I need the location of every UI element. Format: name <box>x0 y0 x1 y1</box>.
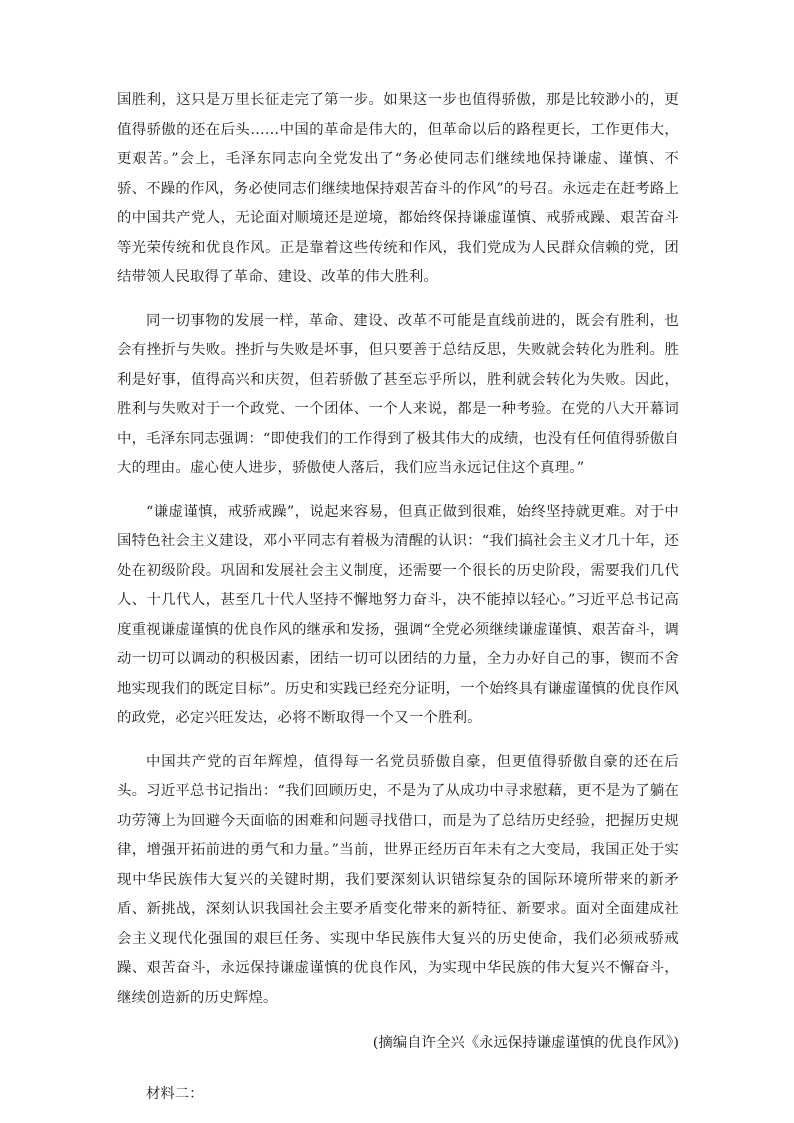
paragraph-1: 国胜利，这只是万里长征走完了第一步。如果这一步也值得骄傲，那是比较渺小的，更值得骄傲的还在后头……中国的革命是伟大的，但革命以后的路程更长，工作更伟大，更艰苦。”会上，毛泽东同志向全党发出了“务必使同志们继续地保持谦虚、谨慎、不骄、不躁的作风，务必使同志们继续地保持艰苦奋斗的作风”的号召。永远走在赶考路上的中国共产党人，无论面对顺境还是逆境，都始终保持谦虚谨慎、戒骄戒躁、艰苦奋斗等光荣传统和优良作风。正是靠着这些传统和作风，我们党成为人民群众信赖的党，团结带领人民取得了革命、建设、改革的伟大胜利。 <box>117 92 680 285</box>
paragraph-4: 中国共产党的百年辉煌，值得每一名党员骄傲自豪，但更值得骄傲自豪的还在后头。习近平总书记指出：“我们回顾历史，不是为了从成功中寻求慰藉，更不是为了躺在功劳簿上为回避今天面临的困难和问题寻找借口，而是为了总结历史经验，把握历史规律，增强开拓前进的勇气和力量。”当前，世界正经历百年未有之大变局，我国正处于实现中华民族伟大复兴的关键时期，我们要深刻认识错综复杂的国际环境所带来的新矛盾、新挑战，深刻认识我国社会主要矛盾变化带来的新特征、新要求。面对全面建成社会主义现代化强国的艰巨任务、实现中华民族伟大复兴的历史使命，我们必须戒骄戒躁、艰苦奋斗，永远保持谦虚谨慎的优良作风，为实现中华民族的伟大复兴不懈奋斗，继续创造新的历史辉煌。 <box>117 753 680 1006</box>
document-page <box>117 86 679 1109</box>
source-citation: (摘编自许全兴《永远保持谦虚谨慎的优良作风》) <box>372 1035 679 1051</box>
paragraph-3: “谦虚谨慎，戒骄戒躁”，说起来容易，但真正做到很难，始终坚持就更难。对于中国特色社会主义建设，邓小平同志有着极为清醒的认识：“我们搞社会主义才几十年，还处在初级阶段。巩固和发展社会主义制度，还需要一个很长的历史阶段，需要我们几代人、十几代人，甚至几十代人坚持不懈地努力奋斗，决不能掉以轻心。”习近平总书记高度重视谦虚谨慎的优良作风的继承和发扬，强调“全党必须继续谦虚谨慎、艰苦奋斗，调动一切可以调动的积极因素，团结一切可以团结的力量，全力办好自己的事，锲而不舍地实现我们的既定目标”。历史和实践已经充分证明，一个始终具有谦虚谨慎的优良作风的政党，必定兴旺发达，必将不断取得一个又一个胜利。 <box>117 503 680 726</box>
paragraph-2: 同一切事物的发展一样，革命、建设、改革不可能是直线前进的，既会有胜利，也会有挫折与失败。挫折与失败是坏事，但只要善于总结反思，失败就会转化为胜利。胜利是好事，值得高兴和庆贺，但若骄傲了甚至忘乎所以，胜利就会转化为失败。因此，胜利与失败对于一个政党、一个团体、一个人来说，都是一种考验。在党的八大开幕词中，毛泽东同志强调：“即使我们的工作得到了极其伟大的成绩，也没有任何值得骄傲自大的理由。虚心使人进步，骄傲使人落后，我们应当永远记住这个真理。” <box>117 312 680 476</box>
material-two-heading: 材料二： <box>146 1085 204 1102</box>
